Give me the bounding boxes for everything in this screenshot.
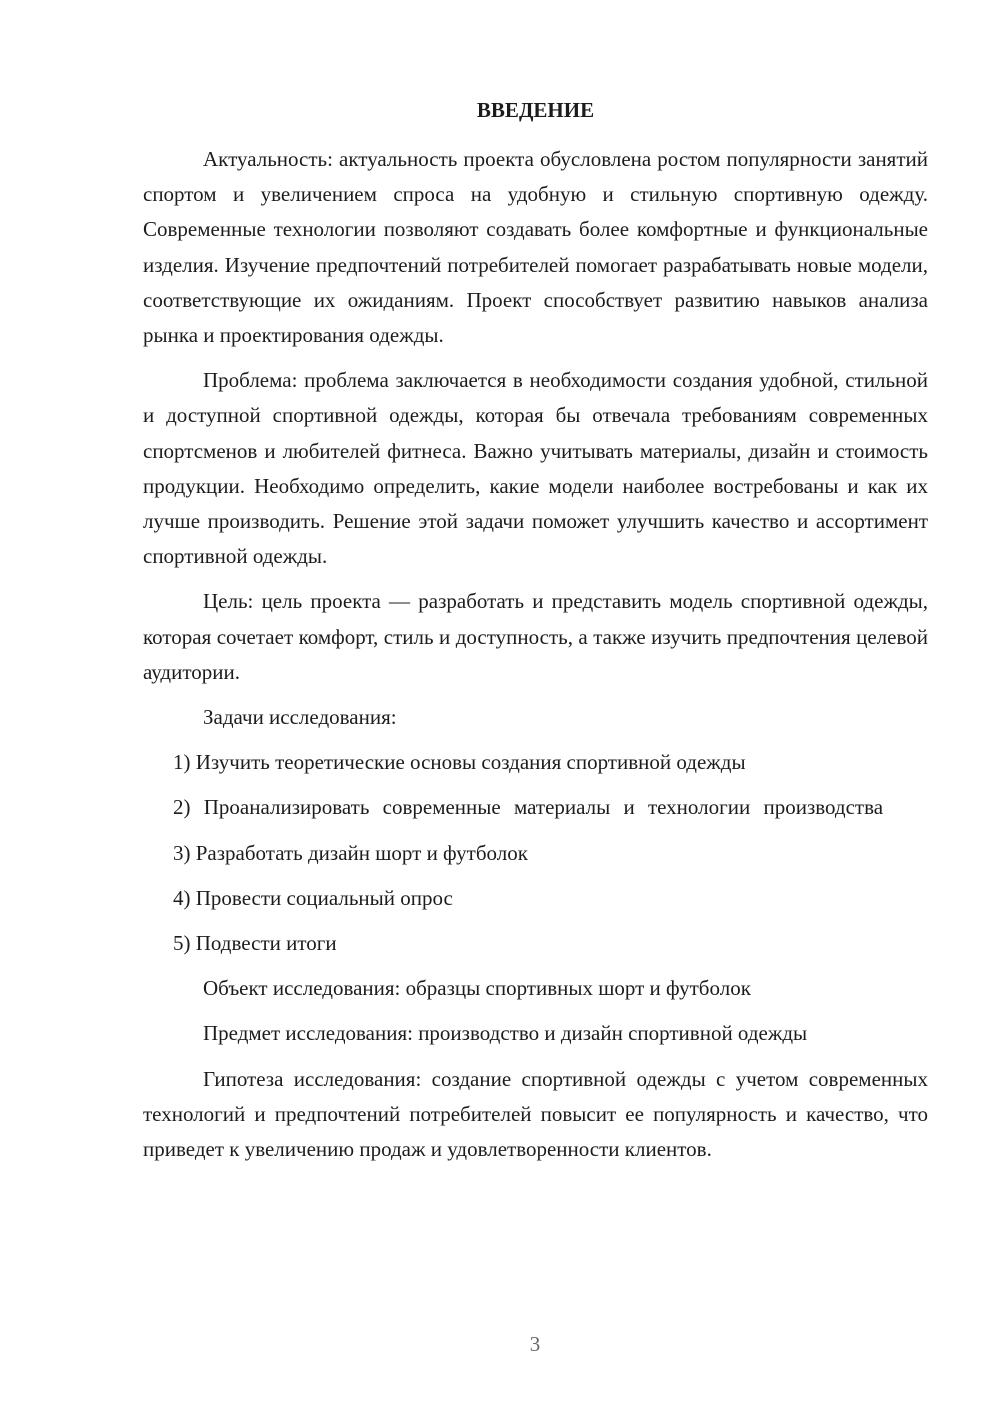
page-number: 3 — [529, 1332, 541, 1356]
task-item-2: 2) Проанализировать современные материалы и технологии производства — [173, 795, 884, 820]
problem-paragraph: Проблема: проблема заключается в необходимости создания удобной, стильной и доступной спортивной одежды, которая бы отвечала требованиям современных спортсменов и любителей фитнеса. Важно учитывать материалы, дизайн и стоимость продукции. Необходимо определить, какие модели наиболее востребованы и как их лучше производить. Решение этой задачи поможет улучшить качество и ассортимент спортивной одежды. — [143, 368, 928, 569]
relevance-paragraph: Актуальность: актуальность проекта обусловлена ростом популярности занятий спортом и увеличением спроса на удобную и стильную спортивную одежду. Современные технологии позволяют создавать более комфортные и функциональные изделия. Изучение предпочтений потребителей помогает разрабатывать новые модели, соответствующие их ожиданиям. Проект способствует развитию навыков анализа рынка и проектирования одежды. — [143, 147, 928, 348]
task-item-3: 3) Разработать дизайн шорт и футболок — [173, 840, 528, 865]
task-item-4: 4) Провести социальный опрос — [173, 885, 453, 910]
tasks-heading: Задачи исследования: — [203, 705, 397, 730]
page-content — [143, 93, 928, 1177]
object-paragraph: Объект исследования: образцы спортивных шорт и футболок — [203, 976, 751, 1001]
task-item-1: 1) Изучить теоретические основы создания спортивной одежды — [173, 750, 746, 775]
subject-paragraph: Предмет исследования: производство и дизайн спортивной одежды — [203, 1021, 808, 1046]
goal-paragraph: Цель: цель проекта — разработать и представить модель спортивной одежды, которая сочетает комфорт, стиль и доступность, а также изучить предпочтения целевой аудитории. — [143, 589, 928, 684]
task-item-5: 5) Подвести итоги — [173, 931, 337, 956]
hypothesis-paragraph: Гипотеза исследования: создание спортивной одежды с учетом современных технологий и предпочтений потребителей повысит ее популярность и качество, что приведет к увеличению продаж и удовлетворенности клиентов. — [143, 1066, 928, 1162]
page-title: ВВЕДЕНИЕ — [476, 98, 595, 122]
